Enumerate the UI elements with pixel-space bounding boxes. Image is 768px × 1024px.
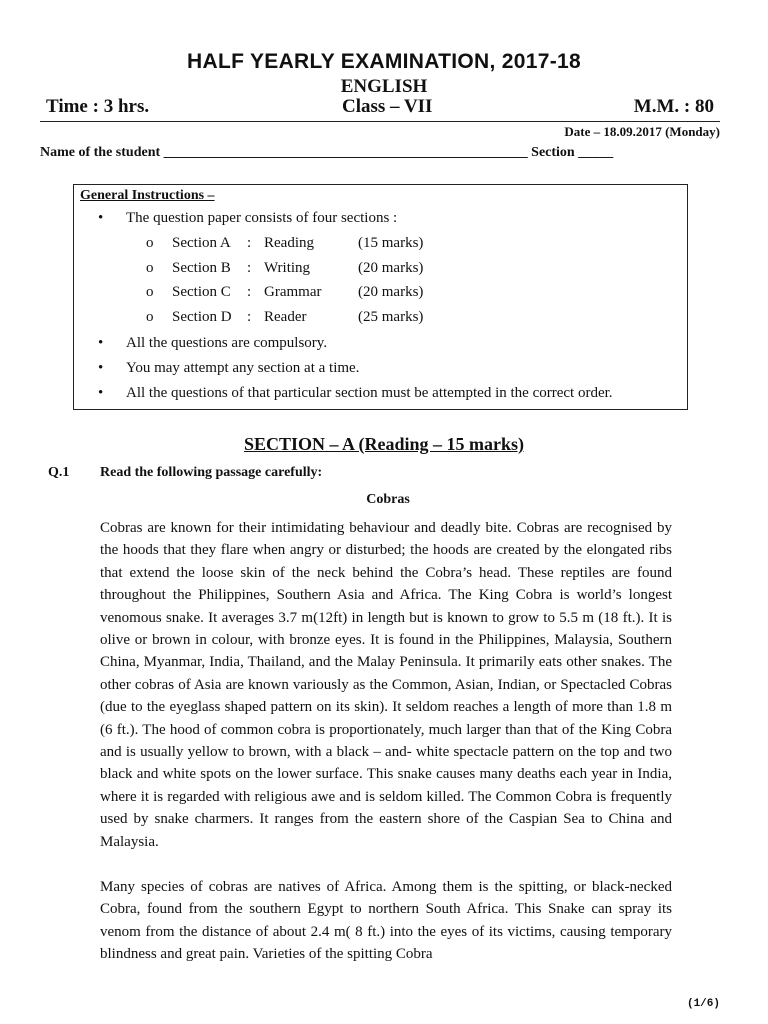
bullet-icon: • [98, 210, 104, 226]
student-name-line: Name of the student ____________________________________________________ Section _____ [40, 145, 614, 160]
section-marks: (15 marks) [358, 235, 424, 251]
section-name: Section D [172, 309, 232, 325]
instruction-item [98, 360, 359, 377]
passage-title: Cobras [366, 492, 410, 507]
circle-bullet-icon: o [146, 284, 154, 300]
circle-bullet-icon: o [146, 260, 154, 276]
instruction-text: All the questions are compulsory. [126, 335, 328, 351]
page-number: (1/6) [686, 998, 720, 1010]
exam-date: Date – 18.09.2017 (Monday) [564, 124, 720, 139]
time-label: Time : 3 hrs. [46, 96, 150, 117]
section-topic: Reading [264, 235, 314, 251]
bullet-icon: • [98, 360, 104, 376]
passage-paragraph: Many species of cobras are natives of Africa. Among them is the spitting, or black-necked Cobra, found from the southern Egypt to northern South Africa. This Snake can spray its venom from the distance of about 2.4 m( 8 ft.) into the eyes of its victims, causing temporary blindness and great pain. Varieties of the spitting Cobra [100, 879, 672, 963]
instruction-item [98, 335, 327, 352]
section-marks: (20 marks) [358, 260, 424, 276]
section-name: Section C [172, 284, 231, 300]
instruction-text: The question paper consists of four sections : [126, 210, 398, 226]
bullet-icon: • [98, 335, 104, 351]
question-number: Q.1 [48, 465, 70, 480]
instruction-item [98, 385, 613, 402]
exam-title: HALF YEARLY EXAMINATION, 2017-18 [187, 50, 581, 73]
section-a-heading: SECTION – A (Reading – 15 marks) [243, 434, 525, 454]
section-topic: Writing [264, 260, 311, 276]
section-marks: (25 marks) [358, 309, 424, 325]
instructions-heading: General Instructions – [80, 188, 215, 203]
instruction-text: All the questions of that particular section must be attempted in the correct order. [126, 385, 613, 401]
passage-paragraph: Cobras are known for their intimidating behaviour and deadly bite. Cobras are recognised by the hoods that they flare when angry or disturbed; the hoods are created by the elongated ribs that extend the loose skin of the neck behind the Cobra’s head. These reptiles are found throughout the Philippines, Southern Asia and Africa. The King Cobra is world’s longest venomous snake. It averages 3.7 m(12ft) in length but is known to grow to 5.5 m (18 ft.). It is olive or brown in colour, with bronze eyes. It is found in the Philippines, Malaysia, Southern China, Myanmar, India, Thailand, and the Malay Peninsula. It primarily eats other snakes. The other cobras of Asia are known variously as the Common, Asian, Indian, or Spectacled Cobras (due to the eyeglass shaped pattern on its skin). It seldom reaches a length of more than 1.8 m (6 ft.). The hood of common cobra is proportionately, much larger than that of the King Cobra and is usually yellow to brown, with a black – and- white spectacle pattern on the top and two black and white spots on the lower surface. This snake causes many deaths each year in India, where it is regarded with religious awe and is seldom killed. The Common Cobra is frequently used by snake charmers. It ranges from the eastern shore of the Caspian Sea to China and Malaysia. [100, 520, 672, 850]
header-divider [40, 121, 720, 122]
section-separator: : [247, 260, 252, 276]
instruction-text: You may attempt any section at a time. [126, 360, 360, 376]
section-topic: Grammar [264, 284, 322, 300]
general-instructions-box [73, 184, 688, 410]
subject-heading: ENGLISH [340, 76, 428, 97]
question-text: Read the following passage carefully: [100, 465, 323, 480]
circle-bullet-icon: o [146, 235, 154, 251]
section-separator: : [247, 235, 252, 251]
exam-info-row [46, 96, 714, 118]
section-separator: : [247, 284, 252, 300]
section-topic: Reader [264, 309, 307, 325]
section-name: Section A [172, 235, 231, 251]
max-marks-label: M.M. : 80 [633, 96, 714, 117]
bullet-icon: • [98, 385, 104, 401]
instruction-item [98, 210, 397, 227]
section-separator: : [247, 309, 252, 325]
class-label: Class – VII [342, 96, 433, 117]
section-name: Section B [172, 260, 231, 276]
circle-bullet-icon: o [146, 309, 154, 325]
section-marks: (20 marks) [358, 284, 424, 300]
